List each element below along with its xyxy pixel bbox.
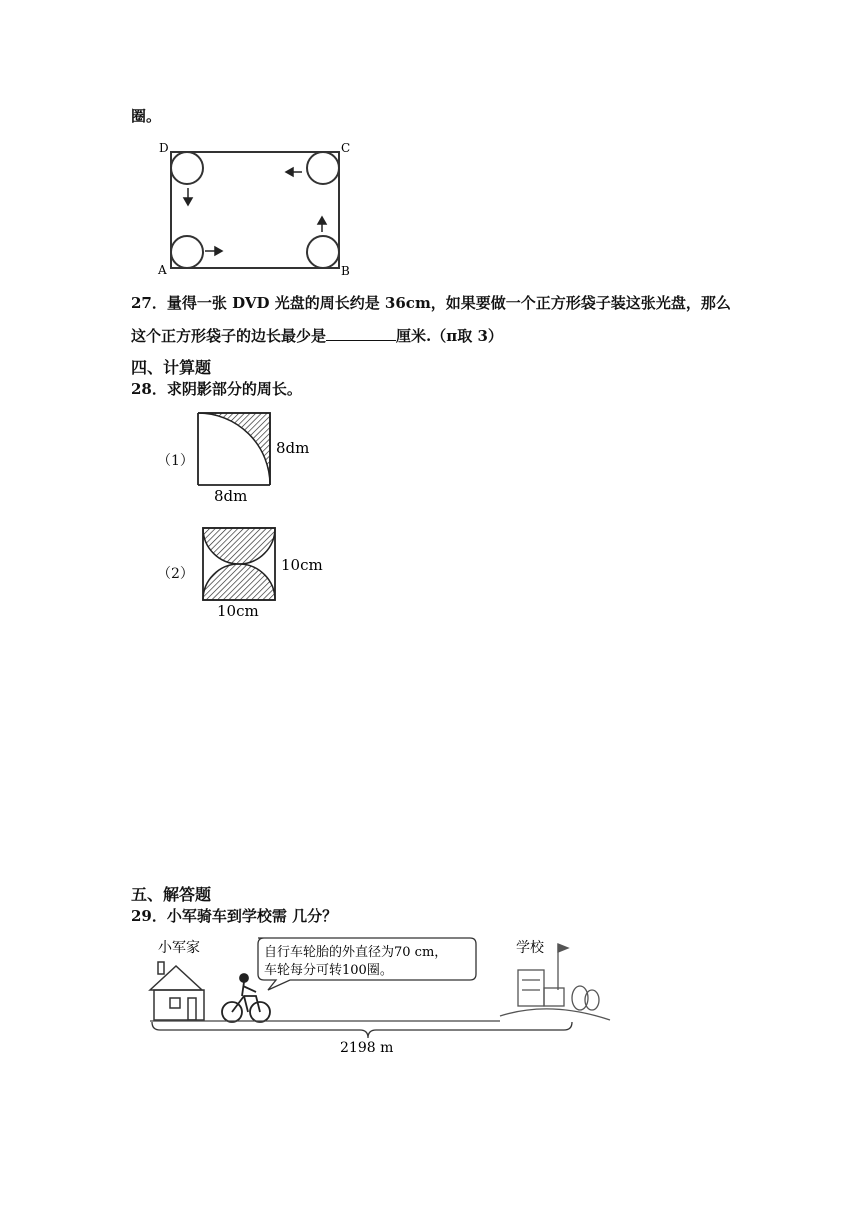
q26-rolling-circle-figure [150,138,365,278]
q28-fig2-label: （2） [157,566,194,582]
section-5-heading: 五、解答题 [131,885,212,904]
circle-corner-c [307,152,339,184]
circle-corner-a [171,236,203,268]
distance-brace [152,1022,572,1038]
q27-answer-blank[interactable] [326,326,396,341]
fig2-top-shaded [203,528,275,564]
distance-label: 2198 m [340,1040,394,1056]
school-label: 学校 [516,940,544,956]
fig2-side-label: 10cm [281,556,323,574]
fig1-side-label: 8dm [276,439,310,457]
q28-fig1-diagram [190,405,320,505]
vertex-a-label: A [158,263,167,277]
rectangle-track [171,152,339,268]
q29-text: 29．小军骑车到学校需 几分？ [131,907,338,925]
circle-corner-b [307,236,339,268]
vertex-b-label: B [341,264,350,278]
house-icon [150,962,204,1020]
q27-line2-after: 厘米.（π取 3） [396,327,503,345]
q28-text: 28．求阴影部分的周长。 [131,380,302,398]
vertex-d-label: D [159,141,169,155]
vertex-c-label: C [341,141,351,155]
fig2-bottom-label: 10cm [217,602,259,620]
bicycle-rider-icon [222,974,270,1022]
speech-bubble [258,938,476,990]
q28-fig1-label: （1） [157,453,194,469]
q27-line2 [131,325,503,346]
q27-line2-before: 这个正方形袋子的边长最少是 [131,327,327,345]
q28-fig2-diagram [195,520,325,620]
fig1-shaded-region [198,413,270,485]
q26-tail-text: 圈。 [131,107,162,125]
bubble-line2: 车轮每分可转100圈。 [264,963,393,978]
circle-corner-d [171,152,203,184]
fig2-bottom-shaded [203,564,275,600]
fig1-bottom-label: 8dm [214,487,248,505]
home-label: 小军家 [158,940,200,956]
section-4-heading: 四、计算题 [131,358,212,377]
q27-line1: 27．量得一张 DVD 光盘的周长约是 36cm，如果要做一个正方形袋子装这张光盘，那么 [131,294,731,312]
bubble-line1: 自行车轮胎的外直径为70 cm， [264,945,448,960]
q29-illustration [140,930,620,1060]
